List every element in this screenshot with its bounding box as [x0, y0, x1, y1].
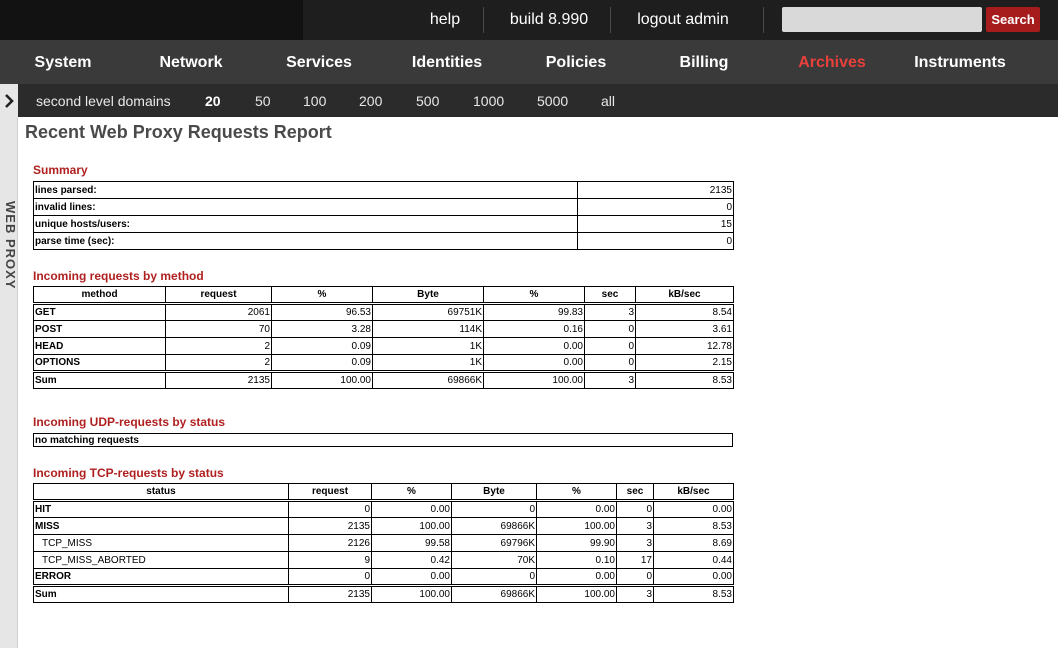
table-cell: 2061 [166, 304, 272, 321]
row-label: TCP_MISS_ABORTED [34, 552, 289, 569]
nav-services[interactable]: Services [286, 54, 352, 71]
sidebar-toggle-button[interactable] [0, 84, 18, 117]
side-rail-label: WEB PROXY [3, 201, 18, 290]
column-header: % [537, 484, 617, 501]
column-header: % [372, 484, 452, 501]
table-cell: 0.16 [484, 321, 585, 338]
column-header: kB/sec [636, 287, 734, 304]
divider [610, 7, 611, 33]
table-cell: 99.90 [537, 535, 617, 552]
table-cell: 0.00 [372, 501, 452, 518]
method-section-title: Incoming requests by method [33, 269, 204, 283]
table-cell: 69866K [452, 518, 537, 535]
row-label: GET [34, 304, 166, 321]
top-bar-left-block [0, 0, 303, 40]
sum-row [34, 586, 734, 603]
table-cell: 1K [373, 338, 484, 355]
table-cell: 100.00 [272, 372, 373, 389]
table-cell: 1K [373, 355, 484, 372]
subnav-option-1000[interactable]: 1000 [473, 93, 505, 109]
nav-system[interactable]: System [34, 54, 92, 71]
table-row [34, 321, 734, 338]
table-cell: 114K [373, 321, 484, 338]
subnav-option-20[interactable]: 20 [205, 93, 221, 109]
summary-value: 15 [578, 216, 734, 233]
table-cell: 0 [289, 569, 372, 586]
search-button[interactable]: Search [986, 7, 1040, 32]
help-link[interactable]: help [429, 11, 461, 28]
nav-network[interactable]: Network [159, 54, 223, 71]
table-cell: 2.15 [636, 355, 734, 372]
table-cell: 70 [166, 321, 272, 338]
row-label: ERROR [34, 569, 289, 586]
row-label: TCP_MISS [34, 535, 289, 552]
table-cell: 0.42 [372, 552, 452, 569]
summary-table [33, 181, 734, 250]
table-cell: 2135 [289, 586, 372, 603]
table-header-row [34, 287, 734, 304]
table-cell: 0.09 [272, 338, 373, 355]
summary-value: 2135 [578, 182, 734, 199]
sub-nav [0, 84, 1058, 117]
summary-value: 0 [578, 199, 734, 216]
column-header: % [272, 287, 373, 304]
subnav-option-5000[interactable]: 5000 [537, 93, 569, 109]
table-cell: 0.00 [654, 501, 734, 518]
summary-title: Summary [33, 163, 88, 177]
top-bar [0, 0, 1058, 40]
udp-empty-message: no matching requests [34, 434, 733, 447]
table-cell: 69866K [452, 586, 537, 603]
table-row [34, 233, 734, 250]
table-cell: 0.00 [537, 501, 617, 518]
table-cell: 17 [617, 552, 654, 569]
table-cell: 69796K [452, 535, 537, 552]
sum-row [34, 372, 734, 389]
table-cell: 99.58 [372, 535, 452, 552]
table-cell: 0.00 [372, 569, 452, 586]
table-cell: 0 [452, 501, 537, 518]
table-cell: 3 [617, 535, 654, 552]
table-cell: 0 [617, 501, 654, 518]
row-label: Sum [34, 372, 166, 389]
table-row [34, 518, 734, 535]
table-cell: 3 [617, 518, 654, 535]
table-cell: 0 [585, 321, 636, 338]
table-row [34, 535, 734, 552]
table-cell: 2 [166, 338, 272, 355]
table-cell: 0.00 [484, 355, 585, 372]
table-cell: 8.54 [636, 304, 734, 321]
table-cell: 100.00 [537, 586, 617, 603]
table-cell: 0 [289, 501, 372, 518]
table-row [34, 182, 734, 199]
table-cell: 12.78 [636, 338, 734, 355]
table-cell: 0.00 [537, 569, 617, 586]
summary-label: parse time (sec): [34, 233, 578, 250]
search-input[interactable] [782, 7, 982, 32]
table-cell: 0.09 [272, 355, 373, 372]
page-title: Recent Web Proxy Requests Report [25, 122, 332, 142]
table-cell: 2 [166, 355, 272, 372]
table-row [34, 434, 733, 447]
subnav-option-200[interactable]: 200 [359, 93, 383, 109]
table-cell: 3 [617, 586, 654, 603]
table-cell: 0.44 [654, 552, 734, 569]
table-cell: 69866K [373, 372, 484, 389]
table-cell: 3.28 [272, 321, 373, 338]
main-nav [0, 40, 1058, 84]
table-cell: 0 [617, 569, 654, 586]
column-header: % [484, 287, 585, 304]
udp-table [33, 433, 733, 447]
subnav-option-100[interactable]: 100 [303, 93, 327, 109]
table-cell: 2135 [289, 518, 372, 535]
column-header: request [289, 484, 372, 501]
table-cell: 100.00 [484, 372, 585, 389]
tcp-table [33, 483, 734, 603]
table-row [34, 355, 734, 372]
column-header: method [34, 287, 166, 304]
nav-billing[interactable]: Billing [679, 54, 729, 71]
summary-label: lines parsed: [34, 182, 578, 199]
nav-instruments[interactable]: Instruments [914, 54, 1006, 71]
table-cell: 3 [585, 304, 636, 321]
table-cell: 70K [452, 552, 537, 569]
side-rail [0, 117, 18, 648]
column-header: request [166, 287, 272, 304]
table-cell: 9 [289, 552, 372, 569]
table-cell: 2135 [166, 372, 272, 389]
table-cell: 0 [585, 355, 636, 372]
nav-policies[interactable]: Policies [545, 54, 607, 71]
column-header: kB/sec [654, 484, 734, 501]
chevron-right-icon [3, 93, 15, 109]
row-label: MISS [34, 518, 289, 535]
table-row [34, 216, 734, 233]
summary-label: invalid lines: [34, 199, 578, 216]
table-cell: 99.83 [484, 304, 585, 321]
table-cell: 3.61 [636, 321, 734, 338]
tcp-section-title: Incoming TCP-requests by status [33, 466, 224, 480]
table-cell: 96.53 [272, 304, 373, 321]
table-row [34, 199, 734, 216]
table-cell: 8.53 [636, 372, 734, 389]
table-cell: 0 [585, 338, 636, 355]
subnav-option-500[interactable]: 500 [416, 93, 440, 109]
divider [483, 7, 484, 33]
table-row [34, 338, 734, 355]
table-cell: 100.00 [372, 518, 452, 535]
report-content [25, 117, 1055, 648]
table-cell: 0.10 [537, 552, 617, 569]
table-row [34, 501, 734, 518]
table-cell: 100.00 [537, 518, 617, 535]
table-cell: 100.00 [372, 586, 452, 603]
table-cell: 8.53 [654, 586, 734, 603]
subnav-label: second level domains [36, 93, 171, 109]
udp-section-title: Incoming UDP-requests by status [33, 415, 226, 429]
nav-archives[interactable]: Archives [798, 54, 866, 71]
column-header: status [34, 484, 289, 501]
table-row [34, 569, 734, 586]
table-cell: 2126 [289, 535, 372, 552]
row-label: OPTIONS [34, 355, 166, 372]
row-label: POST [34, 321, 166, 338]
table-header-row [34, 484, 734, 501]
column-header: sec [617, 484, 654, 501]
row-label: HEAD [34, 338, 166, 355]
column-header: sec [585, 287, 636, 304]
column-header: Byte [373, 287, 484, 304]
divider [763, 7, 764, 33]
build-link[interactable]: build 8.990 [509, 11, 589, 28]
subnav-option-all[interactable]: all [601, 93, 616, 109]
table-cell: 0.00 [654, 569, 734, 586]
row-label: Sum [34, 586, 289, 603]
column-header: Byte [452, 484, 537, 501]
table-cell: 8.53 [654, 518, 734, 535]
row-label: HIT [34, 501, 289, 518]
logout-link[interactable]: logout admin [637, 11, 729, 28]
subnav-option-50[interactable]: 50 [255, 93, 271, 109]
summary-label: unique hosts/users: [34, 216, 578, 233]
summary-value: 0 [578, 233, 734, 250]
table-cell: 8.69 [654, 535, 734, 552]
table-cell: 69751K [373, 304, 484, 321]
nav-identities[interactable]: Identities [411, 54, 483, 71]
method-table [33, 286, 734, 389]
table-row [34, 552, 734, 569]
table-row [34, 304, 734, 321]
table-cell: 3 [585, 372, 636, 389]
table-cell: 0 [452, 569, 537, 586]
table-cell: 0.00 [484, 338, 585, 355]
